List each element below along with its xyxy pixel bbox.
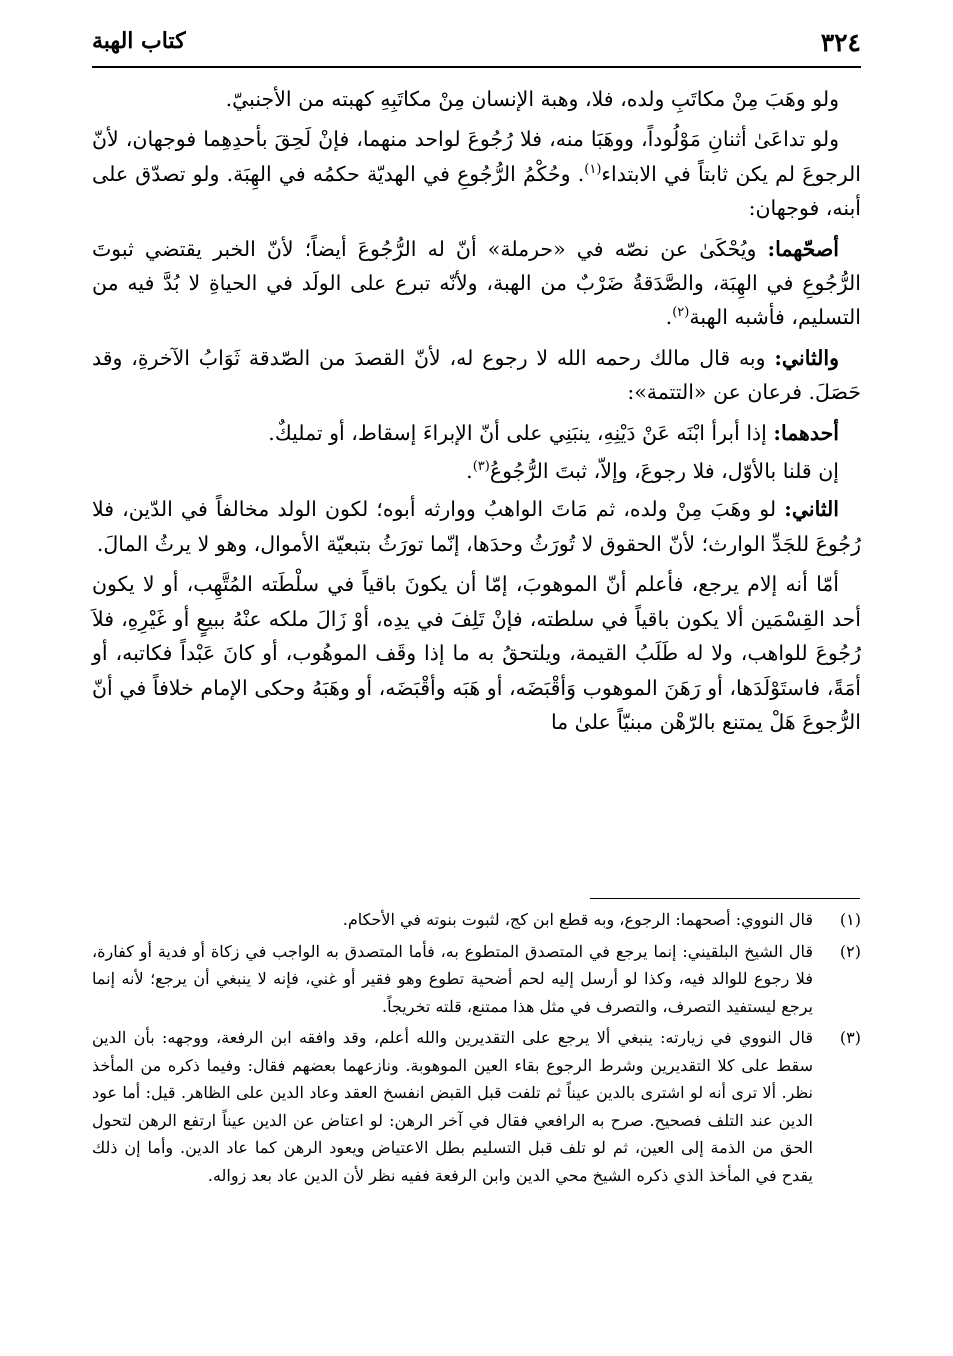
footnote-reference: (٢) [672,305,690,321]
footnote [92,1024,861,1189]
footnote-number: (٣) [839,1028,861,1047]
paragraph-text: إن قلنا بالأوّل، فلا رجوعَ، وإلاّ، ثبتَ الرُّجُوعُ [489,459,839,484]
paragraph-lead: أصحّهما: [767,236,839,261]
paragraph-text: . [466,459,473,484]
paragraph-lead: الثاني: [784,497,839,522]
footnote-text: قال النووي في زيارته: ينبغي ألا يرجع على التقديرين والله أعلم، وقد وافقه ابن الرفعة، ووجهه: بأن الدين سقط على كلا التقديرين وشرط الرجوع بقاء العين الموهوبة. ونازعهما بعضهم فقال: وفيما ذكره من المأخذ نظر. ألا ترى أنه لو اشترى بالدين عيناً ثم تلفت قبل القبض انفسخ العقد وعاد الدين على الظاهر. قيل: أما عود الدين عند التلف فصحيح. صرح به الرافعي فقال في آخر الرهن: لو اعتاض عن الدين عيناً ارتفع الرهن لتحول الحق من الذمة إلى العين، ثم لو تلف قبل التسليم بطل الاعتياض ويعود الرهن كما عاد الدين. وأما إن ذلك يقدح في المأخذ الذي ذكره الشيخ محي الدين وابن الرفعة ففيه نظر لأن الدين عاد بعد زواله. [92,1028,813,1185]
paragraph-text: . [665,305,673,330]
paragraph-lead: والثاني: [774,345,839,370]
page-header [92,26,861,68]
paragraph-text: لو وهَبَ مِنْ ولده، ثم مَاتَ الواهبُ ووارثه أبوه؛ لكون الولد مخالفاً في الدّين، فلا رُجُوعَ للجَدِّ الوارث؛ لأنّ الحقوق لا تُورَثُ وحدَها، إنّما تورَثُ بتبعيّة الأموال، وهو لا يرثُ المالَ. [92,497,861,556]
header-rule [92,66,861,68]
footnotes [92,906,861,1193]
footnote-reference: (٣) [472,459,490,475]
paragraph [92,341,861,410]
paragraph-lead: أحدهما: [773,420,839,445]
paragraph [92,454,861,488]
footnote [92,906,861,934]
footnote-number: (٢) [839,941,861,961]
main-text [92,82,861,745]
footnote-text: قال الشيخ البلقيني: إنما يرجع في المتصدق المتطوع به، فأما المتصدق به الواجب في زكاة أو فدية أو كفارة، فلا رجوع للوالد فيه، وكذا لو أرسل إليه لحم أضحية تطوع وهو فقير أو غني، فإنه لا ينبغي أن يرجع؛ لأنه إنما يرجع ليستفيد التصرف، والتصرف في مثل هذا ممتنع، قلته تخريجاً. [92,941,814,1016]
paragraph-text: . وحُكْمُ الرُّجُوعِ في الهديّة حكمُه في الهِبَة. ولو تصدّق على أبنه، فوجهان: [92,161,861,221]
paragraph-text: إذا أبرأ ابْنَه عَنْ دَيْنِهِ، ينبَنِي على أنّ الإبراءَ إسقاط، أو تمليكٌ. [268,420,774,445]
paragraph-text: أمّا أنه إلام يرجع، فأعلم أنّ الموهوبَ، إمّا أن يكونَ باقياً في سلْطَته المُتَّهِب، أو لا يكون أحد القِسْمَين ألا يكون باقياً في سلطته، فإنْ تَلِفَ في يدِه، أوْ زَالَ ملكه عنْهُ ببيعٍ أو غَيْرِهِ، فلاَ رُجُوعَ للواهب، ولا له طَلَبُ القيمة، ويلتحقُ به ما إذا وقَف الموهُوب، أو كانَ عَبْداً فكاتبه، أو أمَةً، فاستَوْلَدَها، أو رَهَنَ الموهوب وَأقْبَضَه، أو هَبَه وأقْبَضَه، أو وهَبَهُ وحكى الإمام خلافاً في أنّ الرُّجوعَ هَلْ يمتنع بالرّهْن مبنيّاً علىٰ ما [92,572,861,734]
footnote-number: (١) [839,910,861,929]
paragraph-text: ولو تداعَىٰ أثنانِ مَوْلُوداً، ووهَبَا منه، فلا رُجُوعَ لواحد منهما، فإنْ لَحِقَ بأحدِهِما فوجهان، لأنّ الرجوعَ لم يكن ثابتاً في الابتداء [92,127,861,186]
paragraph [92,122,861,225]
footnote-separator [590,898,860,899]
running-title: كتاب الهبة [92,28,186,54]
paragraph-text: وبه قال مالك رحمه الله لا رجوع له، لأنّ القصدَ من الصّدقة ثَوَابُ الآخرةِ، وقد حَصَلَ. فرعان عن «التتمة»: [92,345,861,405]
paragraph [92,82,861,116]
paragraph [92,416,861,450]
footnote-reference: (١) [584,161,602,177]
paragraph [92,492,861,561]
paragraph-text: ويُحْكَىٰ عن نصّه في «حرملة» أنّ له الرُّجُوعَ أيضاً؛ لأنّ الخبر يقتضي ثبوتَ الرُّجُوعِ في الهِبَة، والصَّدَقةُ ضَرْبٌ من الهبة، ولأنّه تبرع على الولَد في الحياةِ لا بُدَّ فيه من التسليم، فأشبه الهبة [92,236,861,330]
paragraph [92,567,861,739]
footnote-text: قال النووي: أصحهما: الرجوع، وبه قطع ابن كج، لثبوت بنوته في الأحكام. [342,910,813,929]
paragraph [92,232,861,335]
page-number: ٣٢٤ [820,28,861,57]
footnote [92,938,861,1021]
paragraph-text: ولو وهَبَ مِنْ مكاتَبِ ولده، فلا، وهبة الإنسان مِنْ مكاتَبِهِ كهبته من الأجنبيّ. [225,87,839,111]
